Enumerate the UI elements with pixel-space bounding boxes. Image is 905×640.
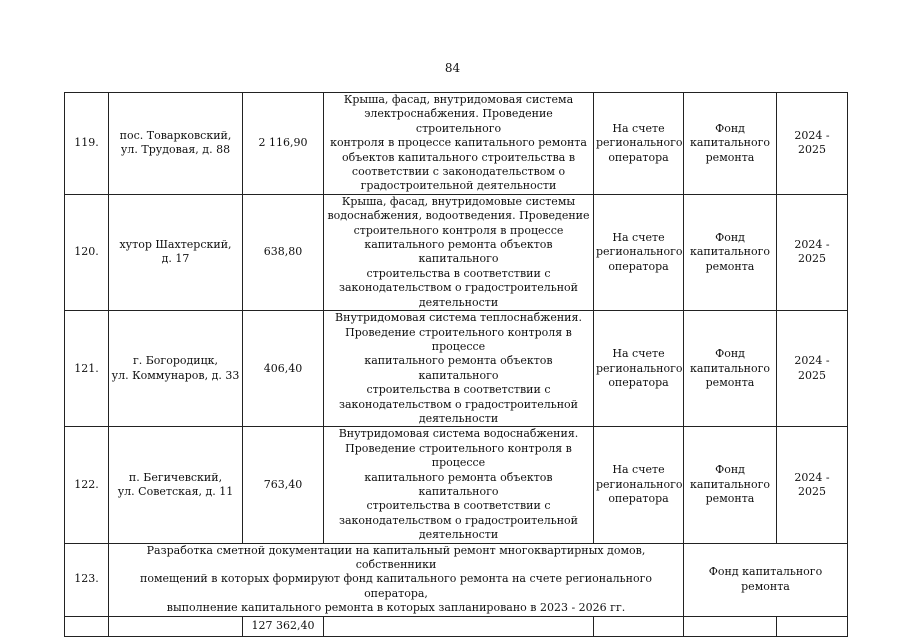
funding-source-cell: Фонд капитального ремонта — [684, 427, 777, 543]
funding-source-cell: Фонд капитального ремонта — [684, 93, 777, 195]
empty-cell — [324, 616, 594, 636]
row-number: 122. — [65, 427, 109, 543]
row-number: 119. — [65, 93, 109, 195]
period-cell: 2024 - 2025 — [777, 427, 848, 543]
works-cell: Внутридомовая система водоснабжения. Проведение строительного контроля в процессе капитального ремонта объектов капитального строительства в соответствии с законодательством о градостроительной деятельности — [324, 427, 594, 543]
cost-cell: 406,40 — [243, 311, 324, 427]
total-row — [65, 616, 848, 636]
table-row — [65, 311, 848, 427]
works-cell: Крыша, фасад, внутридомовые системы водоснабжения, водоотведения. Проведение строительного контроля в процессе капитального ремонта объектов капитального строительства в соответствии с законодательством о градостроительной деятельности — [324, 194, 594, 310]
funding-source-cell: Фонд капитального ремонта — [684, 311, 777, 427]
table-row — [65, 543, 848, 616]
funding-source-cell: Фонд капитального ремонта — [684, 194, 777, 310]
row-number: 121. — [65, 311, 109, 427]
table-row — [65, 93, 848, 195]
table-row — [65, 194, 848, 310]
empty-cell — [777, 616, 848, 636]
address-cell: хутор Шахтерский, д. 17 — [109, 194, 243, 310]
account-cell: На счете регионального оператора — [594, 311, 684, 427]
capital-repair-table — [64, 92, 848, 637]
works-cell: Крыша, фасад, внутридомовая система электроснабжения. Проведение строительного контроля в процессе капитального ремонта объектов капитального строительства в соответствии с законодательством о градостроительной деятельности — [324, 93, 594, 195]
funding-source-cell: Фонд капитального ремонта — [684, 543, 848, 616]
design-estimate-description: Разработка сметной документации на капитальный ремонт многоквартирных домов, собственники помещений в которых формируют фонд капитального ремонта на счете регионального оператора, выполнение капитального ремонта в которых запланировано в 2023 - 2026 гг. — [109, 543, 684, 616]
period-cell: 2024 - 2025 — [777, 194, 848, 310]
empty-cell — [594, 616, 684, 636]
cost-cell: 638,80 — [243, 194, 324, 310]
row-number: 120. — [65, 194, 109, 310]
table-row — [65, 427, 848, 543]
address-cell: п. Бегичевский, ул. Советская, д. 11 — [109, 427, 243, 543]
total-cost-cell: 127 362,40 — [243, 616, 324, 636]
account-cell: На счете регионального оператора — [594, 93, 684, 195]
empty-cell — [109, 616, 243, 636]
empty-cell — [65, 616, 109, 636]
address-cell: г. Богородицк, ул. Коммунаров, д. 33 — [109, 311, 243, 427]
empty-cell — [684, 616, 777, 636]
row-number: 123. — [65, 543, 109, 616]
account-cell: На счете регионального оператора — [594, 194, 684, 310]
period-cell: 2024 - 2025 — [777, 93, 848, 195]
period-cell: 2024 - 2025 — [777, 311, 848, 427]
works-cell: Внутридомовая система теплоснабжения. Проведение строительного контроля в процессе капитального ремонта объектов капитального строительства в соответствии с законодательством о градостроительной деятельности — [324, 311, 594, 427]
page-number: 84 — [444, 61, 461, 75]
cost-cell: 2 116,90 — [243, 93, 324, 195]
cost-cell: 763,40 — [243, 427, 324, 543]
address-cell: пос. Товарковский, ул. Трудовая, д. 88 — [109, 93, 243, 195]
account-cell: На счете регионального оператора — [594, 427, 684, 543]
